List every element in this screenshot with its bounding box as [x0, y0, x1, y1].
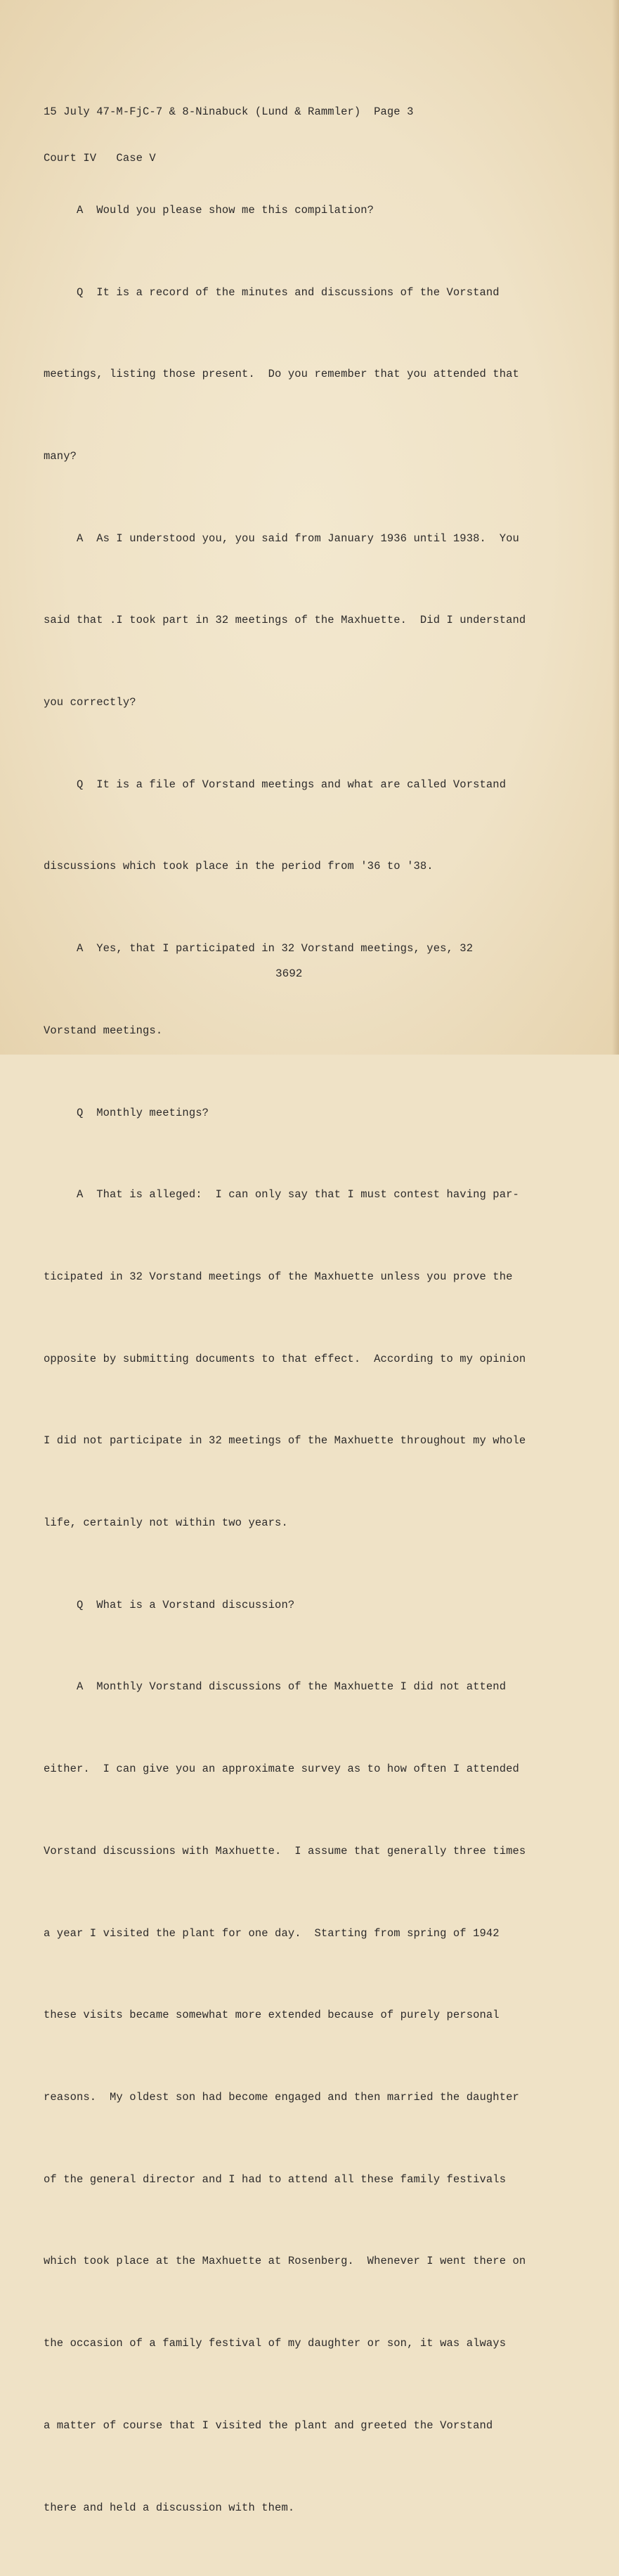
transcript-line: A Yes, that I participated in 32 Vorstand meetings, yes, 32 [44, 942, 474, 955]
transcript-line: either. I can give you an approximate survey as to how often I attended [44, 1763, 519, 1776]
transcript-line: a matter of course that I visited the plant and greeted the Vorstand [44, 2419, 493, 2432]
page-edge-shadow [612, 0, 619, 1055]
transcript-line: Q It is a record of the minutes and discussions of the Vorstand [44, 285, 500, 299]
transcript-line: a year I visited the plant for one day. Starting from spring of 1942 [44, 1926, 500, 1940]
transcript-line: I did not participate in 32 meetings of the Maxhuette throughout my whole [44, 1434, 526, 1448]
transcript-line: there and held a discussion with them. [44, 2501, 295, 2514]
transcript-line: Q It is a file of Vorstand meetings and what are called Vorstand [44, 778, 507, 791]
transcript-line: said that .I took part in 32 meetings of the Maxhuette. Did I understand [44, 614, 526, 627]
transcript-line: Q What is a Vorstand discussion? [44, 1598, 295, 1611]
transcript-body [44, 142, 578, 2576]
page-number: 3692 [275, 967, 303, 980]
transcript-line: these visits became somewhat more extended because of purely personal [44, 2009, 500, 2022]
header-line-1: 15 July 47-M-FjC-7 & 8-Ninabuck (Lund & Rammler) Page 3 [44, 105, 414, 118]
transcript-line: Vorstand meetings. [44, 1024, 163, 1037]
transcript-line: A That is alleged: I can only say that I must contest having par- [44, 1188, 519, 1202]
transcript-line: you correctly? [44, 696, 136, 709]
transcript-line: A As I understood you, you said from January 1936 until 1938. You [44, 532, 519, 545]
transcript-line: of the general director and I had to attend all these family festivals [44, 2172, 507, 2186]
transcript-line: meetings, listing those present. Do you remember that you attended that [44, 368, 519, 381]
transcript-line: reasons. My oldest son had become engaged and then married the daughter [44, 2090, 519, 2104]
transcript-line: A Would you please show me this compilation? [44, 203, 374, 217]
transcript-line: A Monthly Vorstand discussions of the Maxhuette I did not attend [44, 1680, 507, 1694]
transcript-line: which took place at the Maxhuette at Rosenberg. Whenever I went there on [44, 2255, 526, 2268]
header-line-2: Court IV Case V [44, 152, 156, 165]
transcript-line: the occasion of a family festival of my daughter or son, it was always [44, 2337, 507, 2350]
transcript-line: life, certainly not within two years. [44, 1516, 288, 1530]
transcript-line: ticipated in 32 Vorstand meetings of the Maxhuette unless you prove the [44, 1270, 513, 1283]
transcript-line: discussions which took place in the period from '36 to '38. [44, 860, 434, 873]
transcript-line: Vorstand discussions with Maxhuette. I assume that generally three times [44, 1844, 526, 1857]
transcript-line: opposite by submitting documents to that effect. According to my opinion [44, 1352, 526, 1365]
transcript-line: many? [44, 449, 77, 463]
transcript-line: Q Monthly meetings? [44, 1106, 209, 1119]
